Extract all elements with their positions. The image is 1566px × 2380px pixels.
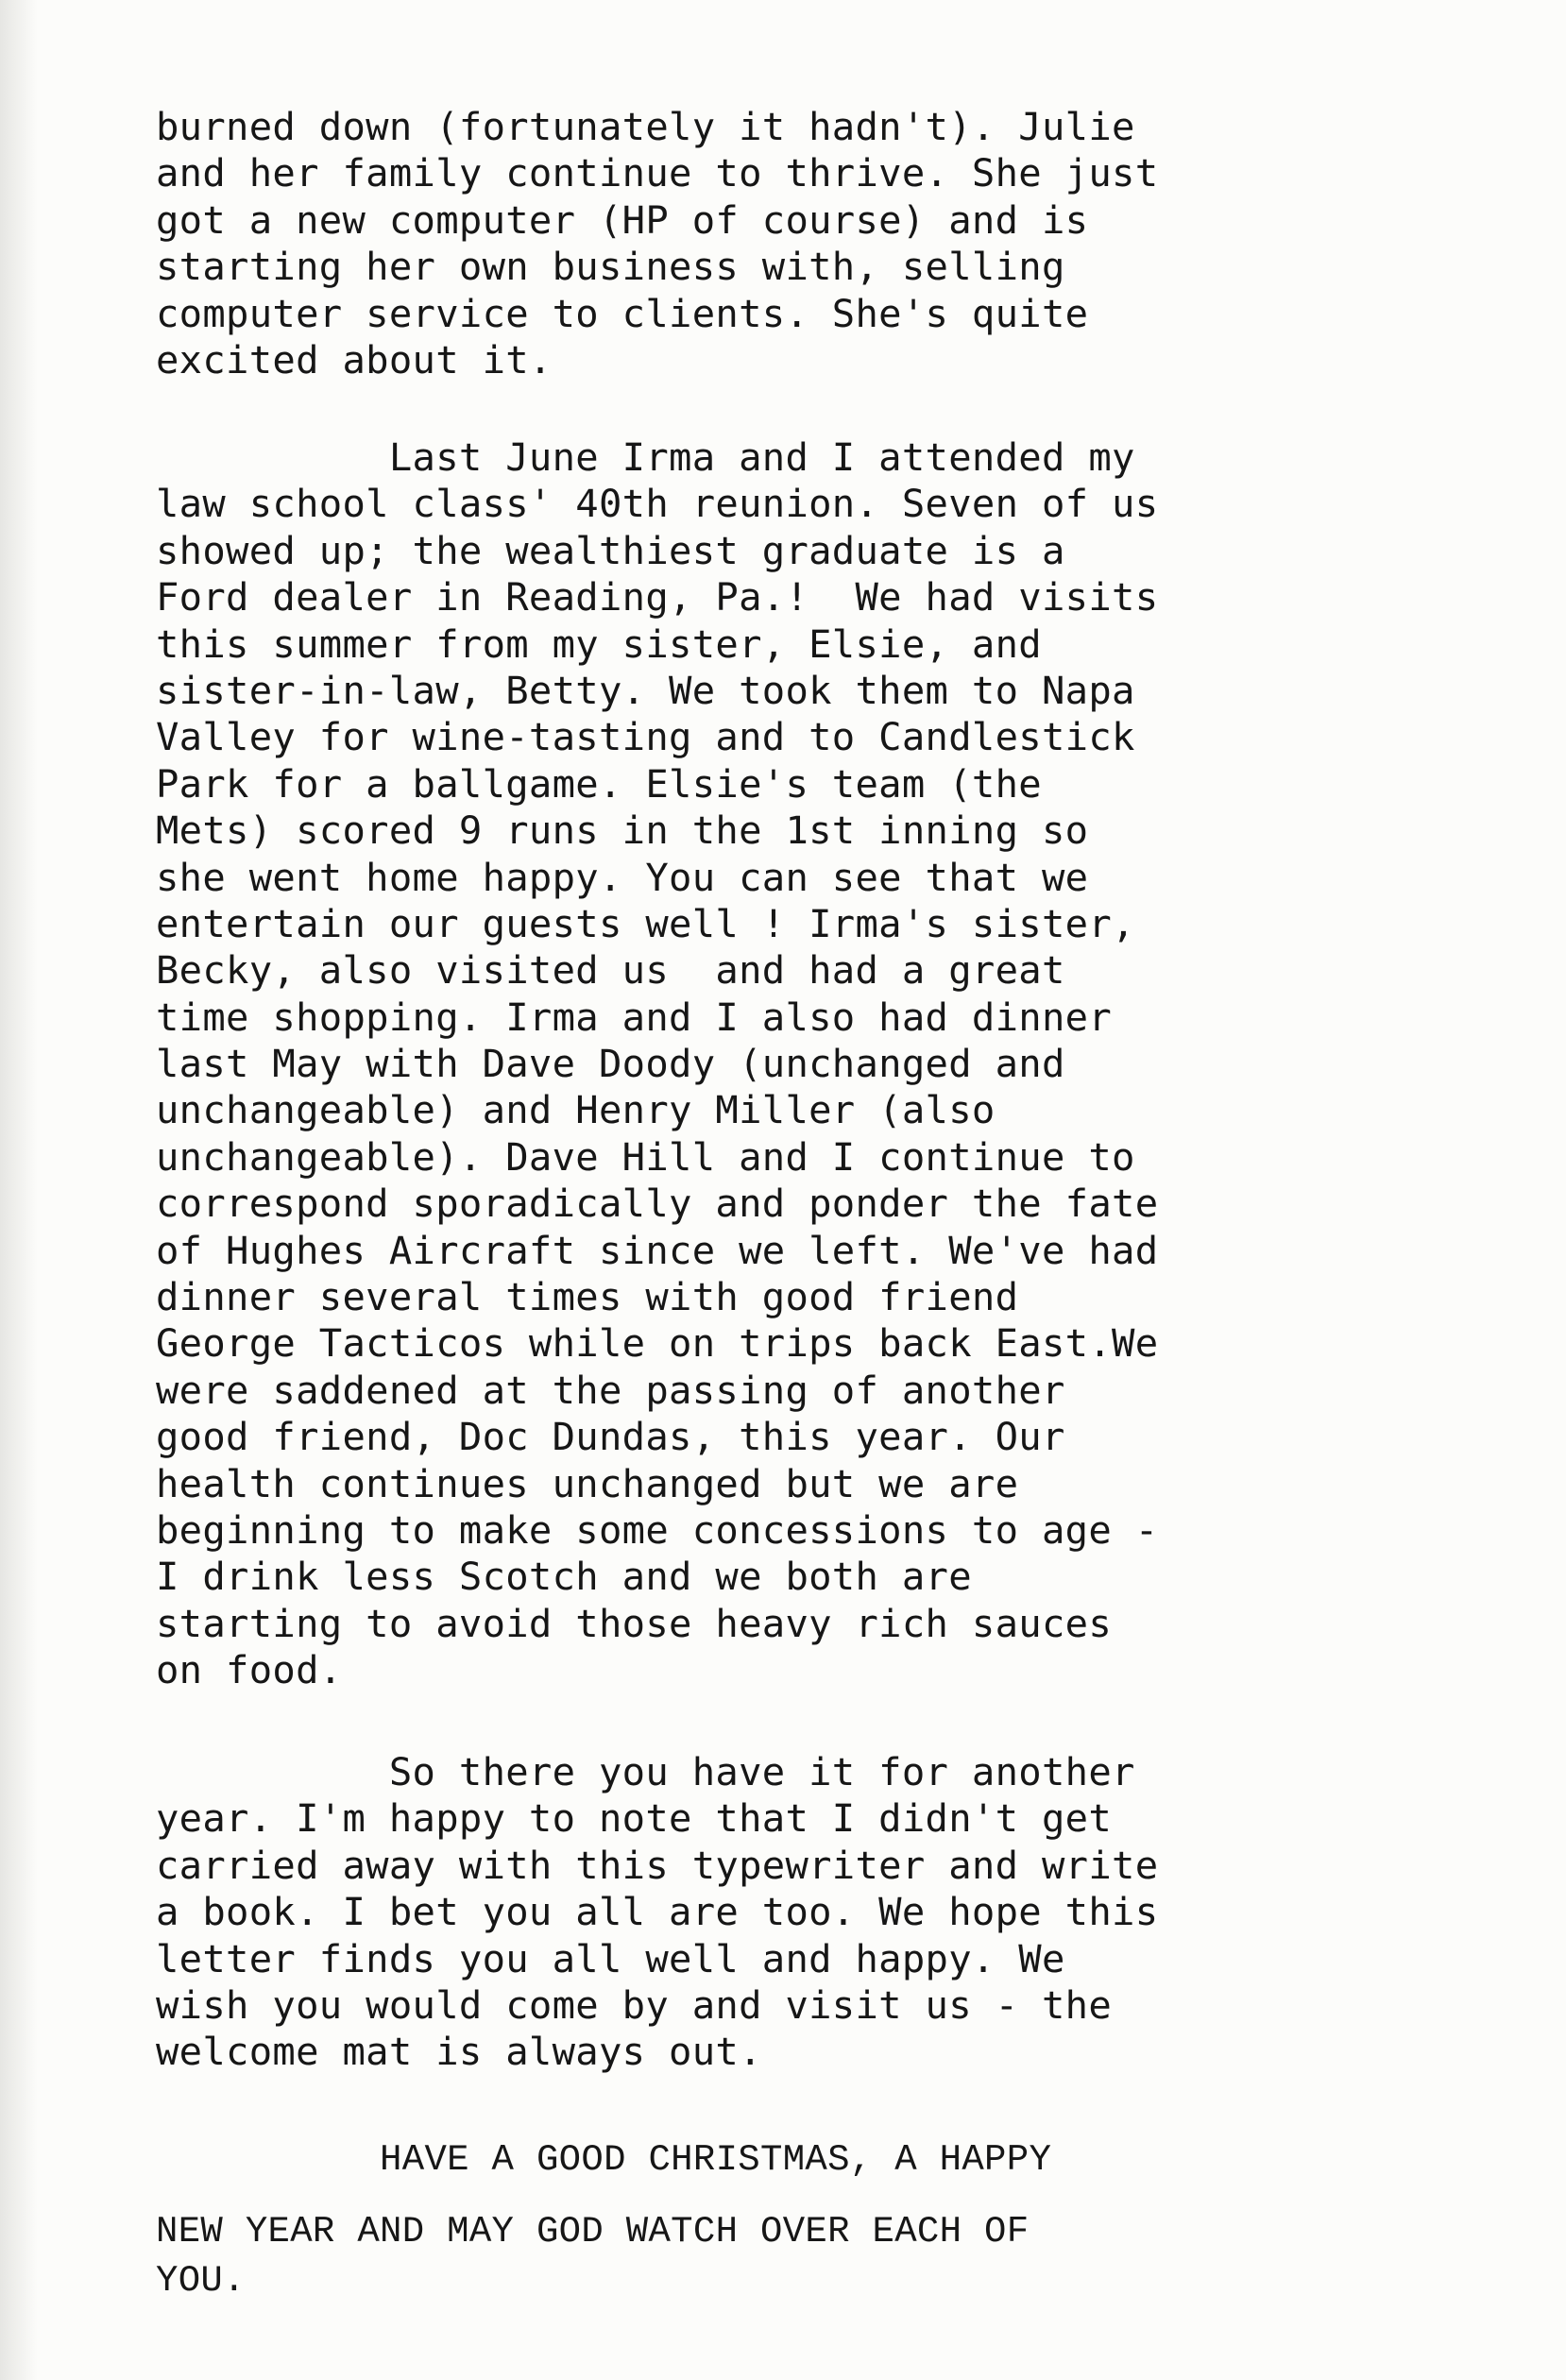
text-line: last May with Dave Doody (unchanged and: [156, 1041, 1065, 1087]
paragraph-family-news: [156, 104, 1412, 383]
paragraph-reunion-visits: [156, 434, 1412, 1694]
paragraph-conclusion: [156, 1749, 1412, 2076]
text-line: got a new computer (HP of course) and is: [156, 196, 1089, 243]
text-line: So there you have it for another: [156, 1749, 1135, 1794]
text-line: dinner several times with good friend: [156, 1274, 1019, 1320]
text-line: this summer from my sister, Elsie, and: [156, 620, 1042, 667]
text-line: George Tacticos while on trips back East.We: [156, 1320, 1159, 1367]
text-line: Park for a ballgame. Elsie's team (the: [156, 760, 1042, 807]
text-line: correspond sporadically and ponder the fate: [156, 1181, 1159, 1227]
text-line: HAVE A GOOD CHRISTMAS, A HAPPY: [156, 2139, 1052, 2181]
text-line: carried away with this typewriter and write: [156, 1842, 1159, 1888]
text-line: wish you would come by and visit us - the: [156, 1981, 1113, 2028]
text-line: starting to avoid those heavy rich sauces: [156, 1600, 1113, 1646]
text-line: computer service to clients. She's quite: [156, 290, 1089, 336]
text-line: Last June Irma and I attended my: [156, 434, 1135, 480]
text-line: of Hughes Aircraft since we left. We've had: [156, 1227, 1159, 1273]
closing-greeting-rest: [156, 2207, 1412, 2305]
text-line: unchangeable). Dave Hill and I continue to: [156, 1133, 1135, 1180]
text-line: Becky, also visited us and had a great: [156, 947, 1065, 994]
closing-greeting-first-line: [156, 2137, 1412, 2184]
text-line: Ford dealer in Reading, Pa.! We had visits: [156, 574, 1159, 620]
text-line: starting her own business with, selling: [156, 244, 1065, 290]
text-line: time shopping. Irma and I also had dinner: [156, 994, 1113, 1040]
text-line: health continues unchanged but we are: [156, 1460, 1019, 1506]
text-line: unchangeable) and Henry Miller (also: [156, 1087, 996, 1133]
text-line: YOU.: [156, 2260, 246, 2302]
text-line: Valley for wine-tasting and to Candlestick: [156, 714, 1135, 760]
text-line: she went home happy. You can see that we: [156, 854, 1089, 900]
text-line: were saddened at the passing of another: [156, 1367, 1065, 1413]
text-line: entertain our guests well ! Irma's sister,: [156, 900, 1135, 946]
text-line: NEW YEAR AND MAY GOD WATCH OVER EACH OF: [156, 2211, 1030, 2252]
text-line: on food.: [156, 1647, 343, 1693]
text-line: showed up; the wealthiest graduate is a: [156, 527, 1065, 573]
text-line: year. I'm happy to note that I didn't get: [156, 1795, 1113, 1842]
text-line: welcome mat is always out.: [156, 2029, 762, 2075]
text-line: excited about it.: [156, 336, 553, 382]
text-line: law school class' 40th reunion. Seven of us: [156, 481, 1159, 527]
text-line: letter finds you all well and happy. We: [156, 1935, 1065, 1981]
text-line: Mets) scored 9 runs in the 1st inning so: [156, 808, 1089, 854]
text-line: a book. I bet you all are too. We hope this: [156, 1889, 1159, 1935]
text-line: sister-in-law, Betty. We took them to Napa: [156, 667, 1135, 713]
text-line: beginning to make some concessions to age -: [156, 1506, 1159, 1553]
text-line: good friend, Doc Dundas, this year. Our: [156, 1414, 1065, 1460]
page-edge-shadow: [0, 0, 38, 2380]
text-line: and her family continue to thrive. She just: [156, 150, 1159, 196]
text-line: burned down (fortunately it hadn't). Julie: [156, 104, 1135, 149]
text-line: I drink less Scotch and we both are: [156, 1554, 972, 1600]
